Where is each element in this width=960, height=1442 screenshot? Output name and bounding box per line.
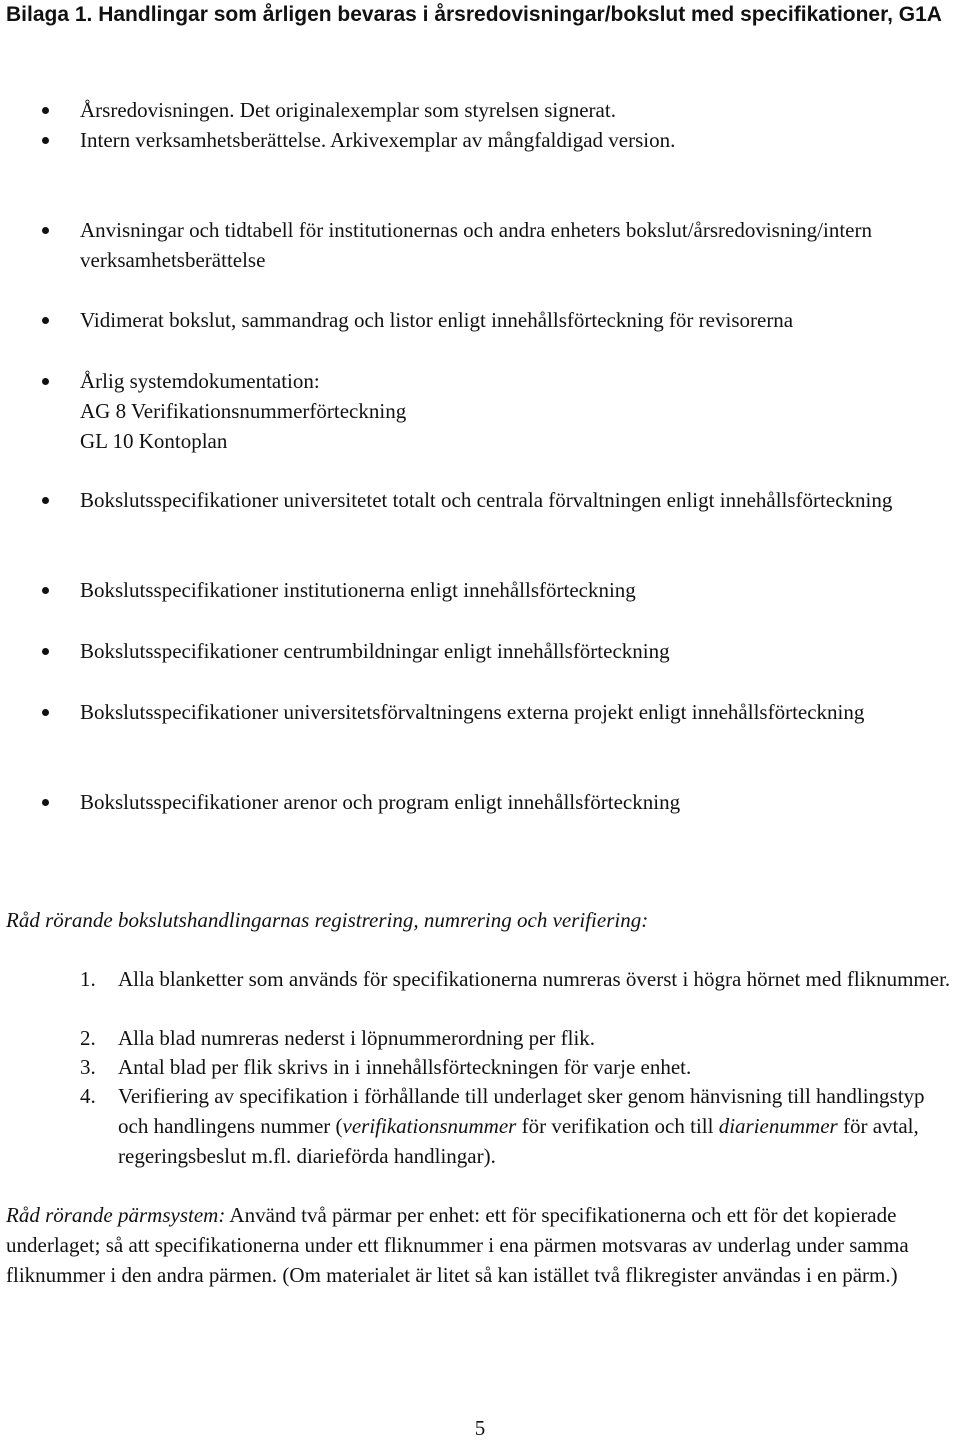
item-text-italic: diarienummer	[718, 1114, 838, 1138]
bullet-icon	[42, 648, 49, 655]
binder-paragraph	[6, 1200, 952, 1290]
list-item-text	[80, 366, 952, 456]
systemdoc-line: GL 10 Kontoplan	[80, 429, 228, 453]
systemdoc-line: AG 8 Verifikationsnummerförteckning	[80, 399, 407, 423]
bullet-icon	[42, 137, 49, 144]
advice-heading: Råd rörande bokslutshandlingarnas registrering, numrering och verifiering:	[6, 908, 649, 932]
systemdoc-heading: Årlig systemdokumentation:	[80, 369, 320, 393]
item-text: Alla blanketter som används för specifikationerna numreras överst i högra hörnet med fliknummer.	[118, 967, 951, 991]
item-text-part: för verifikation och till	[516, 1114, 719, 1138]
bullet-icon	[42, 497, 49, 504]
binder-text: Använd två pärmar per enhet: ett för specifikationerna och ett för det kopierade underlaget; så att specifikationerna under ett fliknummer i ena pärmen motsvaras av underlag under samma fliknummer i den andra pärmen. (Om materialet är litet så kan istället två flikregister användas i en pärm.)	[6, 1203, 909, 1287]
bullet-icon	[42, 378, 49, 385]
item-text	[118, 1081, 956, 1171]
list-item-text: Anvisningar och tidtabell för institutionernas och andra enheters bokslut/årsredovisning/intern verksamhetsberättelse	[80, 218, 872, 272]
bullet-icon	[42, 799, 49, 806]
bullet-icon	[42, 227, 49, 234]
list-item-text: Bokslutsspecifikationer universitetsförvaltningens externa projekt enligt innehållsförteckning	[80, 700, 865, 724]
bullet-icon	[42, 587, 49, 594]
bullet-icon	[42, 709, 49, 716]
list-item-text: Intern verksamhetsberättelse. Arkivexemplar av mångfaldigad version.	[80, 128, 676, 152]
page-title: Bilaga 1. Handlingar som årligen bevaras i årsredovisningar/bokslut med specifikationer, G1A	[6, 3, 942, 26]
list-item-text: Bokslutsspecifikationer arenor och program enligt innehållsförteckning	[80, 790, 681, 814]
item-text-italic: verifikationsnummer	[342, 1114, 517, 1138]
bullet-icon	[42, 107, 49, 114]
list-item-text: Bokslutsspecifikationer centrumbildningar enligt innehållsförteckning	[80, 639, 670, 663]
list-item-text: Vidimerat bokslut, sammandrag och listor enligt innehållsförteckning för revisorerna	[80, 308, 794, 332]
item-number: 1.	[80, 967, 96, 991]
item-number: 4.	[80, 1084, 96, 1108]
item-number: 3.	[80, 1055, 96, 1079]
item-text: Alla blad numreras nederst i löpnummerordning per flik.	[118, 1026, 596, 1050]
item-text-part: för avtal, regeringsbeslut m.fl. diarieförda handlingar).	[118, 1114, 919, 1168]
item-text-part: Verifiering av specifikation i förhållande till underlaget sker genom hänvisning till handlingstyp och handlingens nummer (	[118, 1084, 925, 1138]
list-item-text: Bokslutsspecifikationer institutionerna enligt innehållsförteckning	[80, 578, 636, 602]
list-item-text: Bokslutsspecifikationer universitetet totalt och centrala förvaltningen enligt innehållsförteckning	[80, 488, 893, 512]
item-text: Antal blad per flik skrivs in i innehållsförteckningen för varje enhet.	[118, 1055, 692, 1079]
list-item-text: Årsredovisningen. Det originalexemplar som styrelsen signerat.	[80, 98, 616, 122]
page-number: 5	[474, 1416, 486, 1440]
item-number: 2.	[80, 1026, 96, 1050]
bullet-icon	[42, 317, 49, 324]
binder-label: Råd rörande pärmsystem:	[6, 1203, 226, 1227]
